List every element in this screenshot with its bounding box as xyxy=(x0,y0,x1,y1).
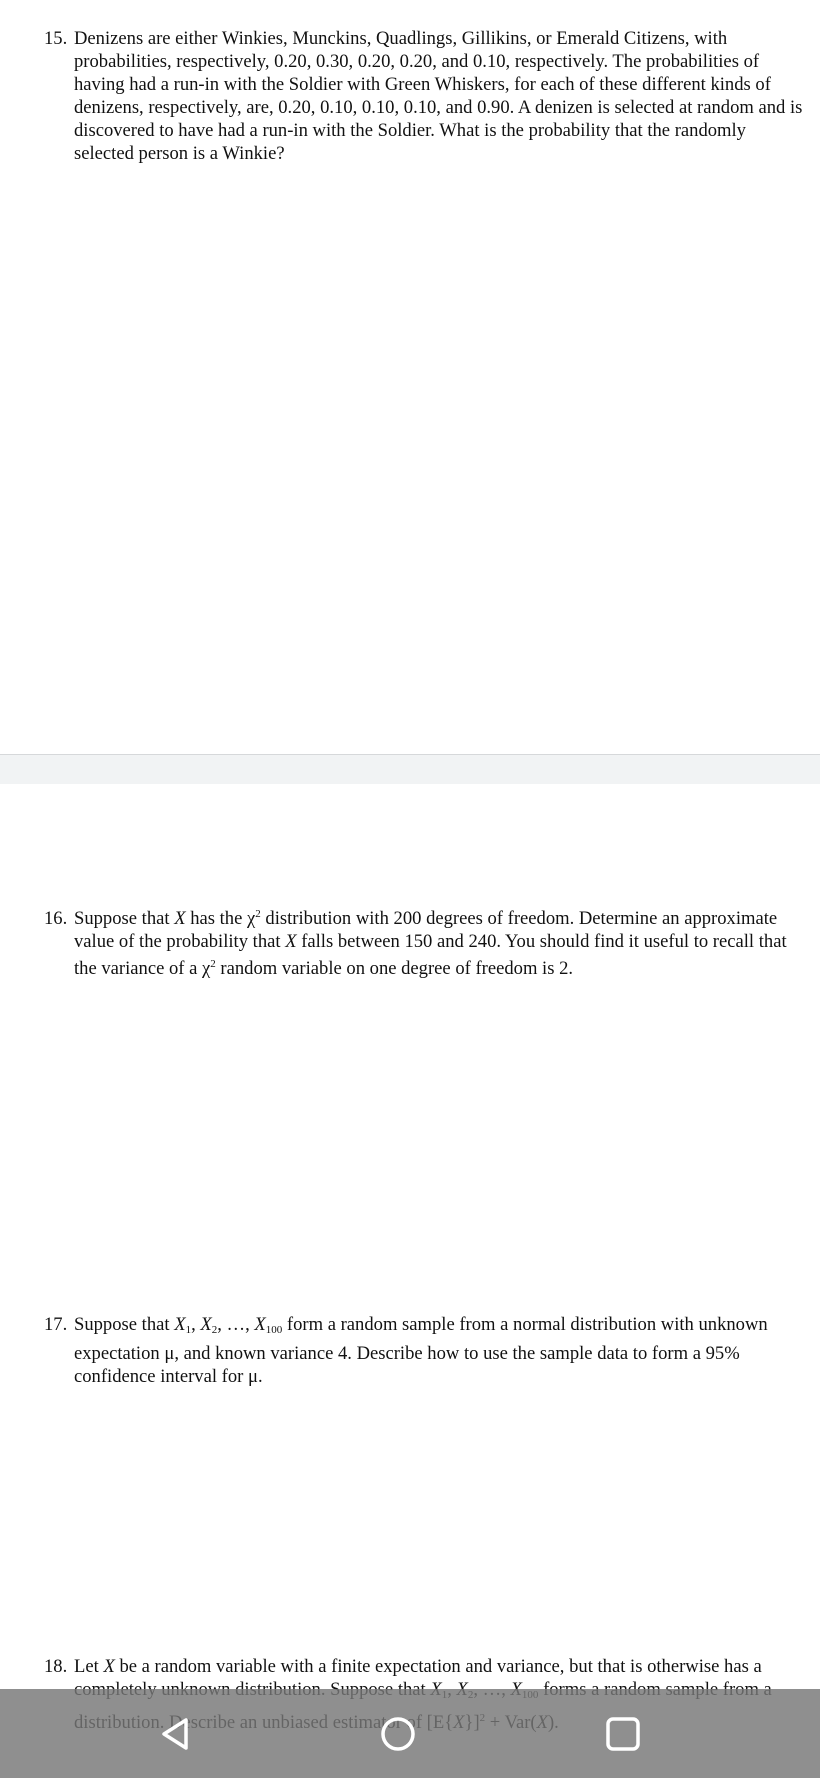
question-16 xyxy=(44,903,809,980)
variable-x: X xyxy=(285,931,297,952)
subscript: 1 xyxy=(185,1324,192,1336)
variable-x: X xyxy=(200,1314,212,1335)
question-number: 17. xyxy=(44,1314,68,1335)
triangle-back-icon xyxy=(156,1714,196,1754)
subscript: 100 xyxy=(265,1324,283,1336)
variable-x: X xyxy=(254,1314,266,1335)
question-text: distribution with 200 degrees of freedom. Determine an approximate value of the probability that xyxy=(74,908,778,952)
question-text: , xyxy=(191,1314,201,1335)
question-text: form a random sample from a normal distribution with unknown expectation μ, and known variance 4. Describe how to use the sample data to form a 95% confidence interval for μ. xyxy=(74,1314,768,1387)
chi-symbol: χ xyxy=(202,958,211,979)
question-text: random variable on one degree of freedom is 2. xyxy=(215,958,574,979)
home-button[interactable] xyxy=(375,1711,421,1757)
question-text: be a random variable with a finite expectation and variance, but that is otherwise has a xyxy=(119,1656,762,1677)
back-button[interactable] xyxy=(153,1711,199,1757)
recents-button[interactable] xyxy=(600,1711,646,1757)
variable-x: X xyxy=(174,908,186,929)
question-text: Denizens are either Winkies, Munckins, Quadlings, Gillikins, or Emerald Citizens, with probabilities, respectively, 0.20, 0.30, 0.20, 0.20, and 0.10, respectively. The probabilities of having had a run-in with the Soldier with Green Whiskers, for each of these different kinds of denizens, respectively, are, 0.20, 0.10, 0.10, 0.10, and 0.90. A denizen is selected at random and is discovered to have had a run-in with the Soldier. What is the probability that the randomly selected person is a Winkie? xyxy=(74,28,803,164)
square-recents-icon xyxy=(603,1714,643,1754)
question-number: 16. xyxy=(44,908,68,929)
subscript: 2 xyxy=(211,1324,218,1336)
navigation-bar xyxy=(0,1689,820,1778)
circle-home-icon xyxy=(378,1714,418,1754)
question-text: falls between 150 and 240. You should find it useful to recall that the variance of a xyxy=(74,931,787,979)
superscript: 2 xyxy=(210,958,216,970)
question-number: 18. xyxy=(44,1656,68,1677)
question-text: has the xyxy=(185,908,248,929)
superscript: 2 xyxy=(255,908,261,920)
question-text: , …, xyxy=(217,1314,255,1335)
page-separator xyxy=(0,754,820,784)
question-number: 15. xyxy=(44,28,68,49)
question-text: Suppose that xyxy=(74,1314,175,1335)
question-text: Let xyxy=(74,1656,104,1677)
chi-symbol: χ xyxy=(247,908,256,929)
question-text: Suppose that xyxy=(74,908,175,929)
question-15 xyxy=(44,27,809,165)
variable-x: X xyxy=(103,1656,115,1677)
variable-x: X xyxy=(174,1314,186,1335)
question-17 xyxy=(44,1313,809,1388)
